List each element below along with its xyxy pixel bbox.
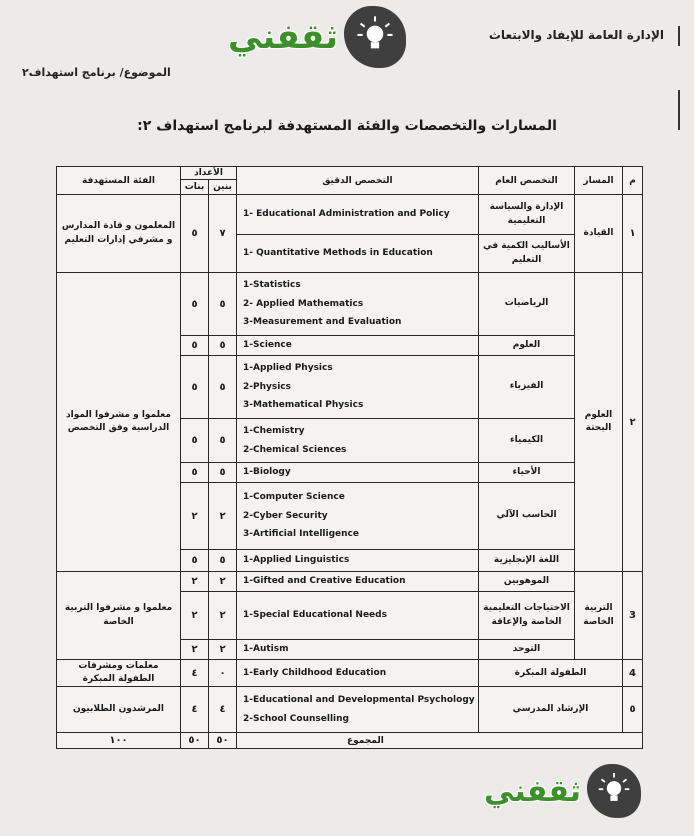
- general-specialization: الحاسب الآلي: [479, 483, 575, 550]
- boys-count: ٢: [209, 640, 237, 660]
- header-boys: بنين: [209, 180, 237, 195]
- header-target-group: الفئة المستهدفة: [57, 167, 181, 195]
- lightbulb-icon: [587, 764, 641, 818]
- girls-count: ٢: [181, 592, 209, 640]
- girls-count: ٥: [181, 273, 209, 336]
- boys-count: ٢: [209, 572, 237, 592]
- general-specialization: الموهوبين: [479, 572, 575, 592]
- boys-count: ٤: [209, 687, 237, 733]
- general-specialization: الأساليب الكمية في التعليم: [479, 235, 575, 273]
- target-group: معلموا و مشرفوا المواد الدراسية وفق التخصص: [57, 273, 181, 572]
- general-specialization: الإدارة والسياسة التعليمية: [479, 195, 575, 235]
- boys-count: ٥: [209, 336, 237, 356]
- specialization-item: 1-Computer Science: [243, 492, 345, 503]
- specialization-item: 3-Measurement and Evaluation: [243, 317, 402, 328]
- boys-count: ٥: [209, 419, 237, 463]
- girls-count: ٥: [181, 356, 209, 419]
- specialization-item: 1-Applied Linguistics: [243, 555, 350, 566]
- specialization-item: 1- Quantitative Methods in Education: [243, 248, 433, 259]
- organization-name: الإدارة العامة للإيفاد والابتعاث: [488, 28, 664, 42]
- specific-specialization: [237, 235, 479, 273]
- target-group: المعلمون و قادة المدارس و مشرفي إدارات التعليم: [57, 195, 181, 273]
- specific-specialization: [237, 336, 479, 356]
- table-row: [57, 572, 643, 592]
- general-specialization: الاحتياجات التعليمية الخاصة والإعاقة: [479, 592, 575, 640]
- specialization-item: 2- Applied Mathematics: [243, 298, 364, 309]
- boys-count: ٥: [209, 356, 237, 419]
- total-row: [57, 733, 643, 749]
- watermark-logo: [228, 6, 406, 68]
- specialization-item: 1-Science: [243, 340, 292, 351]
- specialization-item: 3-Artificial Intelligence: [243, 529, 359, 540]
- group-number: 3: [623, 572, 643, 660]
- target-group: معلموا و مشرفوا التربية الخاصة: [57, 572, 181, 660]
- table-row: [57, 687, 643, 733]
- boys-count: ٢: [209, 592, 237, 640]
- target-group: معلمات ومشرفات الطفولة المبكرة: [57, 660, 181, 687]
- group-number: ٢: [623, 273, 643, 572]
- general-specialization: التوحد: [479, 640, 575, 660]
- boys-count: ٢: [209, 483, 237, 550]
- specialization-item: 1- Educational Administration and Policy: [243, 209, 450, 220]
- table-row: [57, 660, 643, 687]
- general-specialization: اللغة الإنجليزية: [479, 550, 575, 572]
- table-body: [57, 195, 643, 749]
- group-number: ١: [623, 195, 643, 273]
- watermark-logo: [484, 764, 641, 818]
- girls-count: ٢: [181, 483, 209, 550]
- subject-line: الموضوع/ برنامج استهداف٢: [22, 66, 171, 79]
- watermark-word: ثقفني: [484, 773, 582, 809]
- specialization-item: 1-Educational and Developmental Psychology: [243, 695, 475, 706]
- specific-specialization: [237, 356, 479, 419]
- path-name: الإرشاد المدرسي: [479, 687, 623, 733]
- header-path: المسار: [575, 167, 623, 195]
- specialization-item: 1-Autism: [243, 644, 289, 655]
- specializations-table: [56, 166, 643, 749]
- general-specialization: الفيزياء: [479, 356, 575, 419]
- girls-count: ٤: [181, 687, 209, 733]
- edge-line: [678, 26, 680, 46]
- boys-count: ٧: [209, 195, 237, 273]
- specific-specialization: [237, 550, 479, 572]
- specialization-item: 1-Statistics: [243, 280, 301, 291]
- group-number: 4: [623, 660, 643, 687]
- specialization-item: 2-Cyber Security: [243, 510, 328, 521]
- page-title: المسارات والتخصصات والفئة المستهدفة لبرنامج استهداف ٢:: [137, 118, 557, 134]
- general-specialization: الأحياء: [479, 463, 575, 483]
- specialization-item: 3-Mathematical Physics: [243, 400, 364, 411]
- specific-specialization: [237, 687, 479, 733]
- path-name: التربية الخاصة: [575, 572, 623, 660]
- general-specialization: الكيمياء: [479, 419, 575, 463]
- header-girls: بنات: [181, 180, 209, 195]
- total-boys: ٥٠: [209, 733, 237, 749]
- path-name: العلوم البحتة: [575, 273, 623, 572]
- boys-count: ٥: [209, 273, 237, 336]
- girls-count: ٢: [181, 640, 209, 660]
- grand-total: ١٠٠: [57, 733, 181, 749]
- boys-count: ٥: [209, 550, 237, 572]
- general-specialization: الرياضيات: [479, 273, 575, 336]
- girls-count: ٥: [181, 336, 209, 356]
- specific-specialization: [237, 463, 479, 483]
- target-group: المرشدون الطلابيون: [57, 687, 181, 733]
- specific-specialization: [237, 660, 479, 687]
- girls-count: ٥: [181, 550, 209, 572]
- specific-specialization: [237, 195, 479, 235]
- header-general-specialization: التخصص العام: [479, 167, 575, 195]
- header-specific-specialization: التخصص الدقيق: [237, 167, 479, 195]
- lightbulb-icon: [344, 6, 406, 68]
- watermark-word: ثقفني: [228, 17, 338, 57]
- boys-count: ٠: [209, 660, 237, 687]
- specific-specialization: [237, 572, 479, 592]
- specific-specialization: [237, 640, 479, 660]
- specialization-item: 1-Biology: [243, 467, 291, 478]
- specific-specialization: [237, 483, 479, 550]
- specialization-item: 2-Physics: [243, 381, 292, 392]
- group-number: ٥: [623, 687, 643, 733]
- girls-count: ٢: [181, 572, 209, 592]
- specific-specialization: [237, 273, 479, 336]
- specialization-item: 2-Chemical Sciences: [243, 444, 347, 455]
- girls-count: ٥: [181, 195, 209, 273]
- specialization-item: 1-Early Childhood Education: [243, 667, 387, 678]
- general-specialization: العلوم: [479, 336, 575, 356]
- header-num: م: [623, 167, 643, 195]
- girls-count: ٥: [181, 463, 209, 483]
- path-name: الطفولة المبكرة: [479, 660, 623, 687]
- table-row: [57, 195, 643, 235]
- specialization-item: 1-Chemistry: [243, 426, 305, 437]
- boys-count: ٥: [209, 463, 237, 483]
- specialization-item: 1-Special Educational Needs: [243, 610, 387, 621]
- total-girls: ٥٠: [181, 733, 209, 749]
- specific-specialization: [237, 592, 479, 640]
- girls-count: ٥: [181, 419, 209, 463]
- header-counts: الأعداد: [181, 167, 237, 180]
- total-label: المجموع: [237, 733, 643, 749]
- girls-count: ٤: [181, 660, 209, 687]
- specialization-item: 2-School Counselling: [243, 713, 349, 724]
- path-name: القيادة: [575, 195, 623, 273]
- specialization-item: 1-Applied Physics: [243, 363, 333, 374]
- specialization-item: 1-Gifted and Creative Education: [243, 576, 406, 587]
- table-row: [57, 273, 643, 336]
- specific-specialization: [237, 419, 479, 463]
